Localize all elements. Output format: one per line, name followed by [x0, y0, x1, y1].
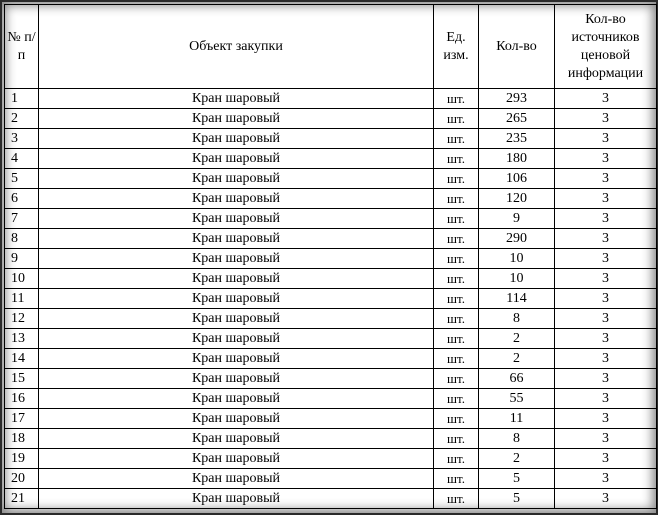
cell-unit: шт.: [434, 349, 479, 369]
cell-qty: 120: [479, 189, 555, 209]
cell-object: Кран шаровый: [39, 449, 434, 469]
cell-object: Кран шаровый: [39, 289, 434, 309]
cell-unit: шт.: [434, 469, 479, 489]
cell-sources: 3: [555, 189, 657, 209]
cell-unit: шт.: [434, 109, 479, 129]
cell-object: Кран шаровый: [39, 249, 434, 269]
cell-sources: 3: [555, 329, 657, 349]
cell-unit: шт.: [434, 289, 479, 309]
table-row: [5, 389, 657, 409]
cell-sources: 3: [555, 349, 657, 369]
cell-sources: 3: [555, 269, 657, 289]
cell-unit: шт.: [434, 249, 479, 269]
cell-unit: шт.: [434, 129, 479, 149]
cell-object: Кран шаровый: [39, 149, 434, 169]
cell-num: 5: [5, 169, 39, 189]
cell-qty: 290: [479, 229, 555, 249]
table-row: [5, 449, 657, 469]
cell-qty: 2: [479, 329, 555, 349]
cell-qty: 2: [479, 449, 555, 469]
cell-unit: шт.: [434, 489, 479, 509]
cell-object: Кран шаровый: [39, 329, 434, 349]
header-qty: Кол-во: [479, 5, 555, 89]
cell-qty: 114: [479, 289, 555, 309]
cell-object: Кран шаровый: [39, 369, 434, 389]
cell-sources: 3: [555, 309, 657, 329]
cell-num: 6: [5, 189, 39, 209]
header-row: [5, 5, 657, 89]
cell-num: 12: [5, 309, 39, 329]
header-sources: Кол-во источников ценовой информации: [555, 5, 657, 89]
cell-qty: 235: [479, 129, 555, 149]
cell-num: 14: [5, 349, 39, 369]
cell-sources: 3: [555, 109, 657, 129]
cell-qty: 2: [479, 349, 555, 369]
cell-num: 21: [5, 489, 39, 509]
cell-qty: 8: [479, 429, 555, 449]
cell-num: 3: [5, 129, 39, 149]
cell-sources: 3: [555, 89, 657, 109]
cell-num: 10: [5, 269, 39, 289]
cell-num: 2: [5, 109, 39, 129]
table-header: [5, 5, 657, 89]
cell-unit: шт.: [434, 309, 479, 329]
cell-num: 15: [5, 369, 39, 389]
cell-object: Кран шаровый: [39, 269, 434, 289]
cell-qty: 5: [479, 469, 555, 489]
cell-num: 18: [5, 429, 39, 449]
cell-object: Кран шаровый: [39, 409, 434, 429]
cell-unit: шт.: [434, 369, 479, 389]
cell-num: 16: [5, 389, 39, 409]
cell-num: 11: [5, 289, 39, 309]
cell-unit: шт.: [434, 169, 479, 189]
cell-num: 13: [5, 329, 39, 349]
table-body: [5, 89, 657, 509]
table-row: [5, 189, 657, 209]
cell-sources: 3: [555, 209, 657, 229]
table-row: [5, 169, 657, 189]
cell-qty: 265: [479, 109, 555, 129]
cell-num: 8: [5, 229, 39, 249]
table-row: [5, 469, 657, 489]
cell-object: Кран шаровый: [39, 129, 434, 149]
cell-qty: 106: [479, 169, 555, 189]
cell-qty: 180: [479, 149, 555, 169]
cell-object: Кран шаровый: [39, 389, 434, 409]
cell-sources: 3: [555, 249, 657, 269]
procurement-table: [4, 4, 657, 509]
cell-qty: 9: [479, 209, 555, 229]
cell-unit: шт.: [434, 449, 479, 469]
table-row: [5, 489, 657, 509]
cell-sources: 3: [555, 229, 657, 249]
cell-sources: 3: [555, 369, 657, 389]
cell-unit: шт.: [434, 209, 479, 229]
header-num: № п/п: [5, 5, 39, 89]
cell-unit: шт.: [434, 89, 479, 109]
table-row: [5, 89, 657, 109]
table-row: [5, 409, 657, 429]
cell-num: 19: [5, 449, 39, 469]
table-row: [5, 129, 657, 149]
cell-unit: шт.: [434, 269, 479, 289]
table-row: [5, 429, 657, 449]
cell-sources: 3: [555, 149, 657, 169]
cell-unit: шт.: [434, 389, 479, 409]
cell-unit: шт.: [434, 429, 479, 449]
cell-object: Кран шаровый: [39, 109, 434, 129]
table-row: [5, 109, 657, 129]
cell-num: 9: [5, 249, 39, 269]
cell-sources: 3: [555, 289, 657, 309]
cell-object: Кран шаровый: [39, 489, 434, 509]
table-row: [5, 349, 657, 369]
cell-sources: 3: [555, 489, 657, 509]
cell-qty: 11: [479, 409, 555, 429]
cell-num: 17: [5, 409, 39, 429]
table-row: [5, 229, 657, 249]
cell-unit: шт.: [434, 329, 479, 349]
cell-unit: шт.: [434, 149, 479, 169]
cell-object: Кран шаровый: [39, 309, 434, 329]
cell-object: Кран шаровый: [39, 349, 434, 369]
cell-qty: 66: [479, 369, 555, 389]
cell-sources: 3: [555, 409, 657, 429]
cell-qty: 55: [479, 389, 555, 409]
cell-object: Кран шаровый: [39, 229, 434, 249]
cell-qty: 293: [479, 89, 555, 109]
cell-object: Кран шаровый: [39, 429, 434, 449]
table-row: [5, 369, 657, 389]
cell-object: Кран шаровый: [39, 209, 434, 229]
cell-sources: 3: [555, 429, 657, 449]
cell-num: 4: [5, 149, 39, 169]
cell-qty: 10: [479, 269, 555, 289]
cell-sources: 3: [555, 169, 657, 189]
header-unit: Ед. изм.: [434, 5, 479, 89]
cell-unit: шт.: [434, 189, 479, 209]
cell-unit: шт.: [434, 229, 479, 249]
cell-object: Кран шаровый: [39, 469, 434, 489]
table-row: [5, 249, 657, 269]
table-row: [5, 329, 657, 349]
cell-num: 20: [5, 469, 39, 489]
cell-num: 7: [5, 209, 39, 229]
table-row: [5, 149, 657, 169]
cell-qty: 8: [479, 309, 555, 329]
cell-sources: 3: [555, 449, 657, 469]
cell-object: Кран шаровый: [39, 89, 434, 109]
cell-sources: 3: [555, 389, 657, 409]
header-object: Объект закупки: [39, 5, 434, 89]
cell-sources: 3: [555, 129, 657, 149]
table-row: [5, 209, 657, 229]
table-row: [5, 269, 657, 289]
table-row: [5, 309, 657, 329]
table-row: [5, 289, 657, 309]
cell-unit: шт.: [434, 409, 479, 429]
cell-num: 1: [5, 89, 39, 109]
cell-qty: 10: [479, 249, 555, 269]
cell-object: Кран шаровый: [39, 189, 434, 209]
cell-qty: 5: [479, 489, 555, 509]
cell-object: Кран шаровый: [39, 169, 434, 189]
cell-sources: 3: [555, 469, 657, 489]
